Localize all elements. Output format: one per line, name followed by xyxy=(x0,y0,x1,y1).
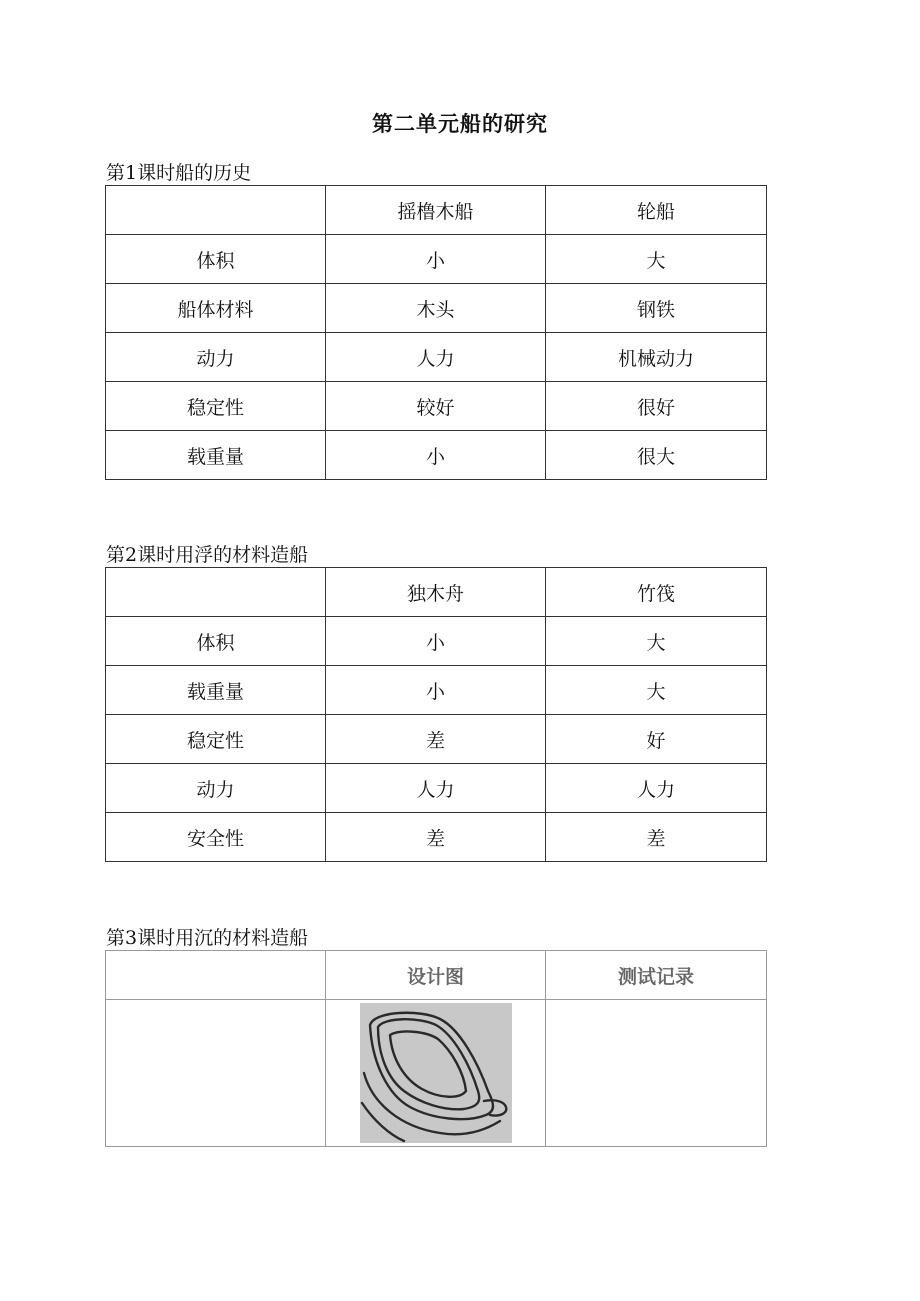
table-cell: 人力 xyxy=(326,333,546,382)
table-cell: 小 xyxy=(326,666,546,715)
table-cell: 大 xyxy=(546,235,767,284)
table-cell: 大 xyxy=(546,666,767,715)
table-row xyxy=(106,284,767,333)
table-row xyxy=(106,813,767,862)
lesson2-table xyxy=(105,567,767,862)
table-header-row xyxy=(106,186,767,235)
lesson2-heading: 第2课时用浮的材料造船 xyxy=(106,544,309,566)
header-cell: 测试记录 xyxy=(546,951,767,1000)
header-cell: 摇橹木船 xyxy=(326,186,546,235)
lesson3-table xyxy=(105,950,767,1147)
table-cell: 差 xyxy=(326,813,546,862)
header-cell: 轮船 xyxy=(546,186,767,235)
table-row xyxy=(106,617,767,666)
table-cell: 大 xyxy=(546,617,767,666)
table-row xyxy=(106,235,767,284)
table-row xyxy=(106,1000,767,1147)
table-cell: 人力 xyxy=(326,764,546,813)
lesson1-table xyxy=(105,185,767,480)
table-row xyxy=(106,764,767,813)
row-label: 载重量 xyxy=(106,666,326,715)
page-title: 第二单元船的研究 xyxy=(372,112,548,136)
header-cell: 设计图 xyxy=(326,951,546,1000)
table-cell xyxy=(106,1000,326,1147)
header-cell xyxy=(106,951,326,1000)
table-header-row xyxy=(106,568,767,617)
table-cell: 好 xyxy=(546,715,767,764)
row-label: 船体材料 xyxy=(106,284,326,333)
table-cell: 机械动力 xyxy=(546,333,767,382)
header-cell: 独木舟 xyxy=(326,568,546,617)
test-record-cell xyxy=(546,1000,767,1147)
table-row xyxy=(106,382,767,431)
table-cell: 较好 xyxy=(326,382,546,431)
lesson1-heading: 第1课时船的历史 xyxy=(106,162,252,184)
table-cell: 小 xyxy=(326,431,546,480)
table-cell: 很大 xyxy=(546,431,767,480)
table-row xyxy=(106,666,767,715)
table-row xyxy=(106,715,767,764)
row-label: 体积 xyxy=(106,235,326,284)
table-row xyxy=(106,431,767,480)
lesson3-heading: 第3课时用沉的材料造船 xyxy=(106,927,309,949)
table-cell: 木头 xyxy=(326,284,546,333)
table-header-row xyxy=(106,951,767,1000)
header-cell xyxy=(106,568,326,617)
table-cell: 钢铁 xyxy=(546,284,767,333)
row-label: 动力 xyxy=(106,764,326,813)
table-cell: 差 xyxy=(546,813,767,862)
table-cell: 很好 xyxy=(546,382,767,431)
design-sketch-cell xyxy=(326,1000,546,1147)
table-cell: 小 xyxy=(326,617,546,666)
header-cell xyxy=(106,186,326,235)
table-cell: 人力 xyxy=(546,764,767,813)
row-label: 体积 xyxy=(106,617,326,666)
row-label: 动力 xyxy=(106,333,326,382)
header-cell: 竹筏 xyxy=(546,568,767,617)
row-label: 载重量 xyxy=(106,431,326,480)
table-row xyxy=(106,333,767,382)
row-label: 安全性 xyxy=(106,813,326,862)
row-label: 稳定性 xyxy=(106,715,326,764)
row-label: 稳定性 xyxy=(106,382,326,431)
table-cell: 小 xyxy=(326,235,546,284)
table-cell: 差 xyxy=(326,715,546,764)
boat-sketch-image xyxy=(360,1003,512,1143)
